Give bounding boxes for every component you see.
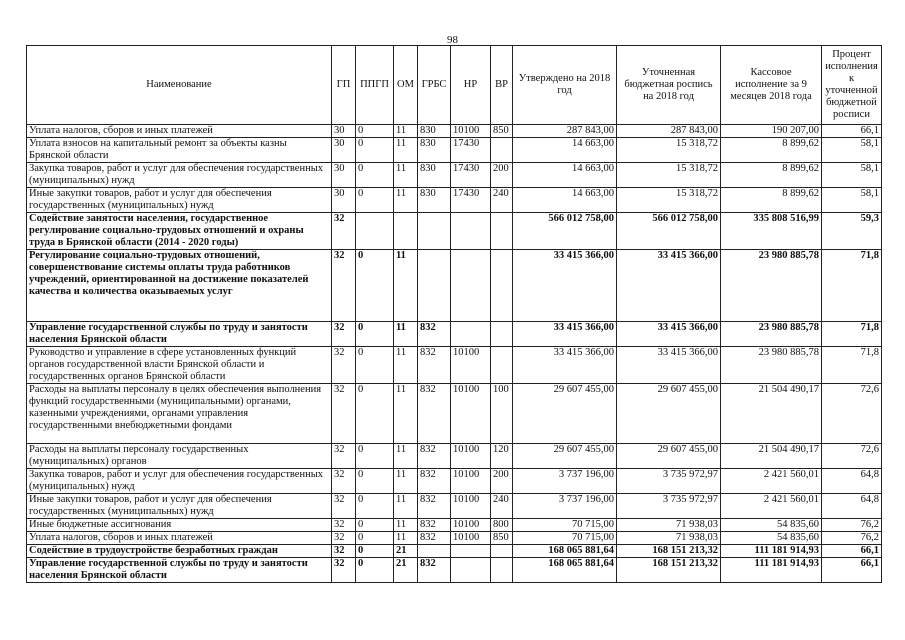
- cell-gp: 30: [332, 163, 356, 188]
- table-row: [27, 125, 882, 138]
- cell-ppgp: 0: [356, 519, 394, 532]
- cell-gp: 32: [332, 519, 356, 532]
- cell-executed: 21 504 490,17: [721, 444, 822, 469]
- cell-approved: 29 607 455,00: [513, 384, 617, 444]
- cell-vr: 850: [491, 532, 513, 545]
- cell-revised: 29 607 455,00: [617, 384, 721, 444]
- cell-approved: 14 663,00: [513, 163, 617, 188]
- cell-executed: 2 421 560,01: [721, 494, 822, 519]
- cell-name: Расходы на выплаты персоналу в целях обеспечения выполнения функций государственными (муниципальными) органами, казенными учреждениями, органами управления государственными внебюджетными фондами: [27, 384, 332, 444]
- cell-grbs: 832: [418, 444, 451, 469]
- cell-revised: 566 012 758,00: [617, 213, 721, 250]
- cell-executed: 21 504 490,17: [721, 384, 822, 444]
- cell-gp: 32: [332, 444, 356, 469]
- cell-executed: 23 980 885,78: [721, 322, 822, 347]
- cell-name: Иные закупки товаров, работ и услуг для обеспечения государственных (муниципальных) нужд: [27, 494, 332, 519]
- cell-ppgp: 0: [356, 125, 394, 138]
- cell-nr: 17430: [451, 188, 491, 213]
- cell-name: Содействие в трудоустройстве безработных граждан: [27, 545, 332, 558]
- cell-gp: 32: [332, 545, 356, 558]
- cell-executed: 23 980 885,78: [721, 250, 822, 322]
- cell-gp: 32: [332, 469, 356, 494]
- cell-gp: 30: [332, 125, 356, 138]
- cell-nr: 10100: [451, 469, 491, 494]
- cell-revised: 3 735 972,97: [617, 469, 721, 494]
- cell-ppgp: 0: [356, 322, 394, 347]
- cell-revised: 15 318,72: [617, 188, 721, 213]
- cell-ppgp: [356, 213, 394, 250]
- header-percent: Процент исполнения к уточненной бюджетной росписи: [822, 46, 882, 125]
- cell-percent: 64,8: [822, 494, 882, 519]
- cell-revised: 33 415 366,00: [617, 322, 721, 347]
- cell-grbs: 830: [418, 138, 451, 163]
- cell-revised: 33 415 366,00: [617, 347, 721, 384]
- table-row: [27, 322, 882, 347]
- cell-ppgp: 0: [356, 384, 394, 444]
- cell-percent: 58,1: [822, 138, 882, 163]
- cell-executed: 8 899,62: [721, 138, 822, 163]
- header-approved: Утверждено на 2018 год: [513, 46, 617, 125]
- cell-vr: 120: [491, 444, 513, 469]
- cell-om: 11: [394, 125, 418, 138]
- cell-percent: 71,8: [822, 347, 882, 384]
- cell-approved: 29 607 455,00: [513, 444, 617, 469]
- cell-vr: [491, 138, 513, 163]
- cell-nr: 10100: [451, 444, 491, 469]
- cell-vr: 200: [491, 469, 513, 494]
- cell-name: Закупка товаров, работ и услуг для обеспечения государственных (муниципальных) нужд: [27, 163, 332, 188]
- cell-name: Управление государственной службы по труду и занятости населения Брянской области: [27, 322, 332, 347]
- cell-vr: [491, 347, 513, 384]
- cell-approved: 3 737 196,00: [513, 469, 617, 494]
- table-row: [27, 532, 882, 545]
- cell-approved: 3 737 196,00: [513, 494, 617, 519]
- cell-executed: 335 808 516,99: [721, 213, 822, 250]
- cell-percent: 66,1: [822, 558, 882, 583]
- cell-approved: 33 415 366,00: [513, 322, 617, 347]
- cell-ppgp: 0: [356, 163, 394, 188]
- cell-vr: 800: [491, 519, 513, 532]
- budget-table: [26, 45, 882, 583]
- cell-nr: 10100: [451, 532, 491, 545]
- header-executed: Кассовое исполнение за 9 месяцев 2018 года: [721, 46, 822, 125]
- cell-nr: [451, 322, 491, 347]
- cell-nr: 10100: [451, 494, 491, 519]
- cell-om: 11: [394, 384, 418, 444]
- cell-approved: 33 415 366,00: [513, 250, 617, 322]
- cell-percent: 58,1: [822, 188, 882, 213]
- cell-om: 21: [394, 558, 418, 583]
- table-row: [27, 163, 882, 188]
- cell-revised: 287 843,00: [617, 125, 721, 138]
- cell-vr: 200: [491, 163, 513, 188]
- cell-gp: 30: [332, 138, 356, 163]
- header-revised: Уточненная бюджетная роспись на 2018 год: [617, 46, 721, 125]
- cell-nr: [451, 545, 491, 558]
- table-row: [27, 138, 882, 163]
- header-grbs: ГРБС: [418, 46, 451, 125]
- cell-ppgp: 0: [356, 532, 394, 545]
- cell-ppgp: 0: [356, 469, 394, 494]
- cell-approved: 70 715,00: [513, 532, 617, 545]
- cell-ppgp: 0: [356, 347, 394, 384]
- cell-name: Руководство и управление в сфере установленных функций органов государственной власти Брянской области и государственных органов Брянской области: [27, 347, 332, 384]
- cell-vr: 850: [491, 125, 513, 138]
- cell-vr: [491, 558, 513, 583]
- cell-ppgp: 0: [356, 494, 394, 519]
- cell-executed: 2 421 560,01: [721, 469, 822, 494]
- cell-grbs: 832: [418, 519, 451, 532]
- cell-om: [394, 213, 418, 250]
- cell-percent: 58,1: [822, 163, 882, 188]
- cell-vr: 240: [491, 188, 513, 213]
- cell-name: Уплата взносов на капитальный ремонт за объекты казны Брянской области: [27, 138, 332, 163]
- table-row: [27, 519, 882, 532]
- cell-percent: 71,8: [822, 250, 882, 322]
- cell-gp: 32: [332, 347, 356, 384]
- cell-om: 11: [394, 188, 418, 213]
- cell-revised: 168 151 213,32: [617, 558, 721, 583]
- cell-executed: 54 835,60: [721, 519, 822, 532]
- cell-nr: [451, 213, 491, 250]
- cell-nr: 10100: [451, 519, 491, 532]
- table-row: [27, 213, 882, 250]
- header-vr: ВР: [491, 46, 513, 125]
- cell-grbs: 832: [418, 322, 451, 347]
- header-om: ОМ: [394, 46, 418, 125]
- cell-grbs: 832: [418, 384, 451, 444]
- cell-grbs: 832: [418, 558, 451, 583]
- cell-gp: 32: [332, 322, 356, 347]
- cell-percent: 71,8: [822, 322, 882, 347]
- cell-grbs: [418, 545, 451, 558]
- cell-ppgp: 0: [356, 545, 394, 558]
- cell-name: Регулирование социально-трудовых отношений, совершенствование системы оплаты труда работников учреждений, ориентированной на достижение показателей качества и количества оказываемых услуг: [27, 250, 332, 322]
- cell-nr: 17430: [451, 163, 491, 188]
- cell-percent: 76,2: [822, 532, 882, 545]
- cell-vr: [491, 545, 513, 558]
- table-row: [27, 545, 882, 558]
- cell-grbs: 832: [418, 347, 451, 384]
- cell-gp: 32: [332, 532, 356, 545]
- cell-gp: 30: [332, 188, 356, 213]
- cell-percent: 64,8: [822, 469, 882, 494]
- cell-executed: 8 899,62: [721, 188, 822, 213]
- page-number: 98: [447, 34, 458, 46]
- cell-percent: 72,6: [822, 444, 882, 469]
- cell-grbs: [418, 250, 451, 322]
- cell-approved: 287 843,00: [513, 125, 617, 138]
- header-ppgp: ППГП: [356, 46, 394, 125]
- cell-om: 11: [394, 494, 418, 519]
- cell-executed: 111 181 914,93: [721, 545, 822, 558]
- cell-executed: 111 181 914,93: [721, 558, 822, 583]
- cell-om: 11: [394, 163, 418, 188]
- cell-revised: 71 938,03: [617, 519, 721, 532]
- table-row: [27, 347, 882, 384]
- cell-gp: 32: [332, 494, 356, 519]
- cell-name: Содействие занятости населения, государственное регулирование социально-трудовых отношений и охраны труда в Брянской области (2014 - 2020 годы): [27, 213, 332, 250]
- cell-vr: 240: [491, 494, 513, 519]
- cell-nr: 10100: [451, 347, 491, 384]
- table-row: [27, 188, 882, 213]
- cell-grbs: [418, 213, 451, 250]
- cell-grbs: 832: [418, 494, 451, 519]
- cell-name: Иные бюджетные ассигнования: [27, 519, 332, 532]
- cell-om: 11: [394, 138, 418, 163]
- cell-ppgp: 0: [356, 558, 394, 583]
- cell-gp: 32: [332, 213, 356, 250]
- cell-executed: 23 980 885,78: [721, 347, 822, 384]
- cell-om: 11: [394, 532, 418, 545]
- cell-revised: 15 318,72: [617, 163, 721, 188]
- cell-om: 11: [394, 250, 418, 322]
- cell-name: Уплата налогов, сборов и иных платежей: [27, 125, 332, 138]
- cell-approved: 14 663,00: [513, 188, 617, 213]
- cell-percent: 72,6: [822, 384, 882, 444]
- table-row: [27, 444, 882, 469]
- cell-revised: 3 735 972,97: [617, 494, 721, 519]
- cell-om: 11: [394, 347, 418, 384]
- cell-executed: 8 899,62: [721, 163, 822, 188]
- cell-ppgp: 0: [356, 138, 394, 163]
- cell-name: Расходы на выплаты персоналу государственных (муниципальных) органов: [27, 444, 332, 469]
- cell-ppgp: 0: [356, 250, 394, 322]
- cell-percent: 66,1: [822, 545, 882, 558]
- cell-nr: [451, 250, 491, 322]
- header-gp: ГП: [332, 46, 356, 125]
- cell-om: 11: [394, 519, 418, 532]
- cell-approved: 14 663,00: [513, 138, 617, 163]
- cell-grbs: 830: [418, 188, 451, 213]
- cell-name: Иные закупки товаров, работ и услуг для обеспечения государственных (муниципальных) нужд: [27, 188, 332, 213]
- cell-grbs: 832: [418, 532, 451, 545]
- cell-approved: 70 715,00: [513, 519, 617, 532]
- cell-grbs: 830: [418, 125, 451, 138]
- header-nr: НР: [451, 46, 491, 125]
- cell-vr: 100: [491, 384, 513, 444]
- cell-executed: 190 207,00: [721, 125, 822, 138]
- cell-nr: [451, 558, 491, 583]
- cell-revised: 33 415 366,00: [617, 250, 721, 322]
- cell-revised: 29 607 455,00: [617, 444, 721, 469]
- cell-name: Уплата налогов, сборов и иных платежей: [27, 532, 332, 545]
- cell-nr: 17430: [451, 138, 491, 163]
- table-row: [27, 384, 882, 444]
- cell-revised: 71 938,03: [617, 532, 721, 545]
- cell-vr: [491, 322, 513, 347]
- cell-vr: [491, 250, 513, 322]
- cell-name: Управление государственной службы по труду и занятости населения Брянской области: [27, 558, 332, 583]
- cell-revised: 15 318,72: [617, 138, 721, 163]
- table-row: [27, 558, 882, 583]
- cell-approved: 566 012 758,00: [513, 213, 617, 250]
- cell-nr: 10100: [451, 384, 491, 444]
- cell-om: 11: [394, 444, 418, 469]
- cell-grbs: 830: [418, 163, 451, 188]
- cell-executed: 54 835,60: [721, 532, 822, 545]
- cell-ppgp: 0: [356, 188, 394, 213]
- table-row: [27, 469, 882, 494]
- cell-gp: 32: [332, 250, 356, 322]
- table-body: [27, 125, 882, 583]
- cell-grbs: 832: [418, 469, 451, 494]
- cell-approved: 33 415 366,00: [513, 347, 617, 384]
- cell-approved: 168 065 881,64: [513, 545, 617, 558]
- cell-percent: 66,1: [822, 125, 882, 138]
- table-row: [27, 494, 882, 519]
- cell-ppgp: 0: [356, 444, 394, 469]
- table-row: [27, 250, 882, 322]
- cell-revised: 168 151 213,32: [617, 545, 721, 558]
- cell-gp: 32: [332, 384, 356, 444]
- table-header-row: [27, 46, 882, 125]
- cell-percent: 59,3: [822, 213, 882, 250]
- cell-name: Закупка товаров, работ и услуг для обеспечения государственных (муниципальных) нужд: [27, 469, 332, 494]
- cell-om: 21: [394, 545, 418, 558]
- cell-approved: 168 065 881,64: [513, 558, 617, 583]
- cell-om: 11: [394, 322, 418, 347]
- header-name: Наименование: [27, 46, 332, 125]
- cell-om: 11: [394, 469, 418, 494]
- cell-vr: [491, 213, 513, 250]
- cell-nr: 10100: [451, 125, 491, 138]
- cell-gp: 32: [332, 558, 356, 583]
- cell-percent: 76,2: [822, 519, 882, 532]
